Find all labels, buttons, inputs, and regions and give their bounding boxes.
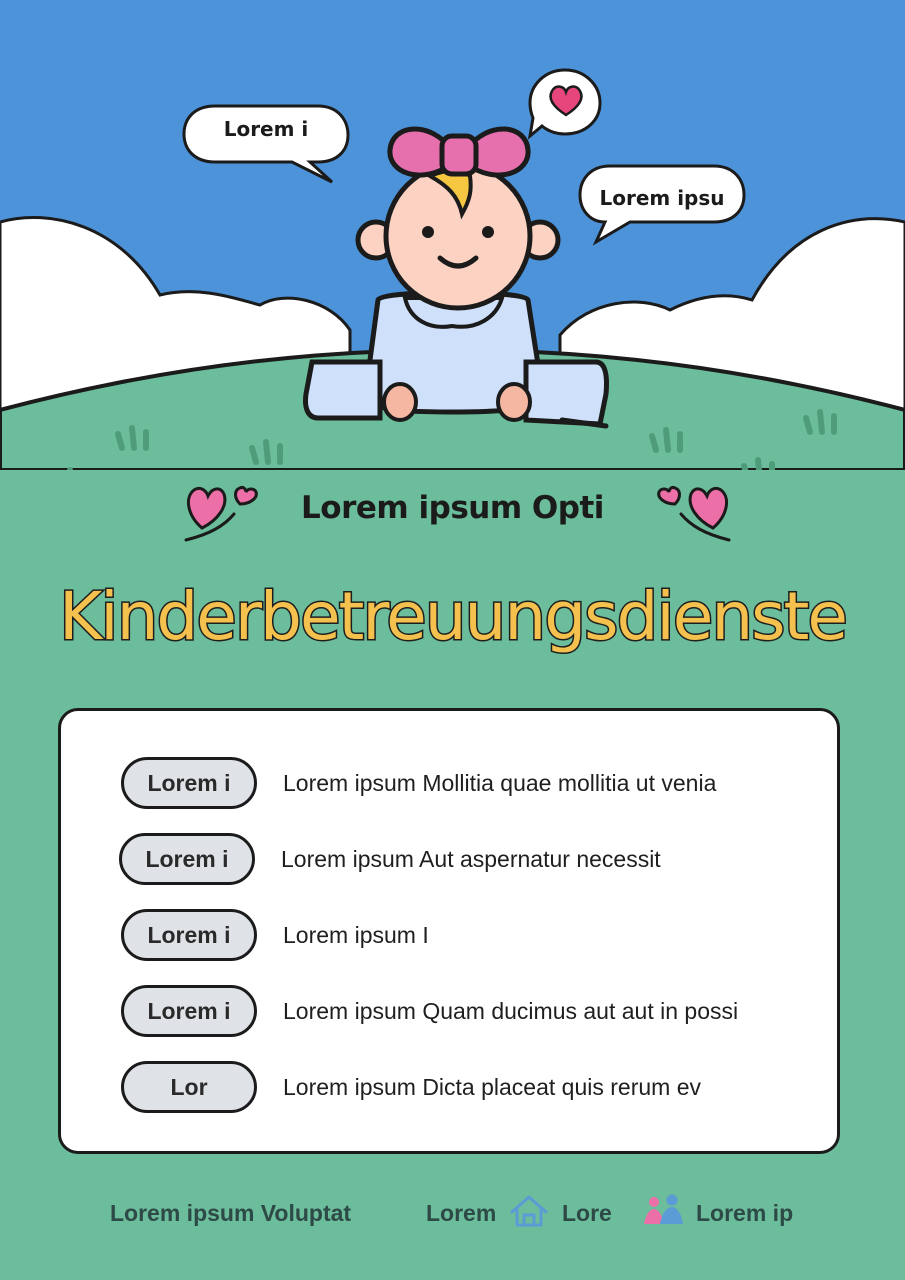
service-tag: Lorem i — [119, 833, 255, 885]
services-card — [58, 708, 840, 1154]
footer-text-3: Lore — [562, 1200, 612, 1226]
footer-text-4: Lorem ip — [696, 1200, 794, 1226]
tagline: Lorem ipsum Opti — [301, 490, 604, 526]
service-text: Lorem ipsum I — [283, 922, 429, 948]
service-text: Lorem ipsum Mollitia quae mollitia ut venia — [283, 770, 717, 796]
service-text: Lorem ipsum Dicta placeat quis rerum ev — [283, 1074, 701, 1100]
service-tag: Lor — [121, 1061, 257, 1113]
service-text: Lorem ipsum Aut aspernatur necessit — [281, 846, 661, 872]
speech-bubble-right: Lorem ipsu — [599, 186, 725, 210]
page-title: Kinderbetreuungsdienste — [58, 578, 847, 655]
background-scene — [0, 0, 905, 470]
house-icon — [508, 1192, 550, 1230]
service-tag: Lorem i — [121, 757, 257, 809]
footer-text-2: Lorem — [426, 1200, 497, 1226]
service-tag: Lorem i — [121, 909, 257, 961]
footer-text-1: Lorem ipsum Voluptat — [110, 1200, 352, 1226]
speech-bubble-left: Lorem i — [223, 117, 309, 141]
service-text: Lorem ipsum Quam ducimus aut aut in possi — [283, 998, 739, 1024]
service-tag: Lorem i — [121, 985, 257, 1037]
people-icon — [642, 1192, 684, 1230]
